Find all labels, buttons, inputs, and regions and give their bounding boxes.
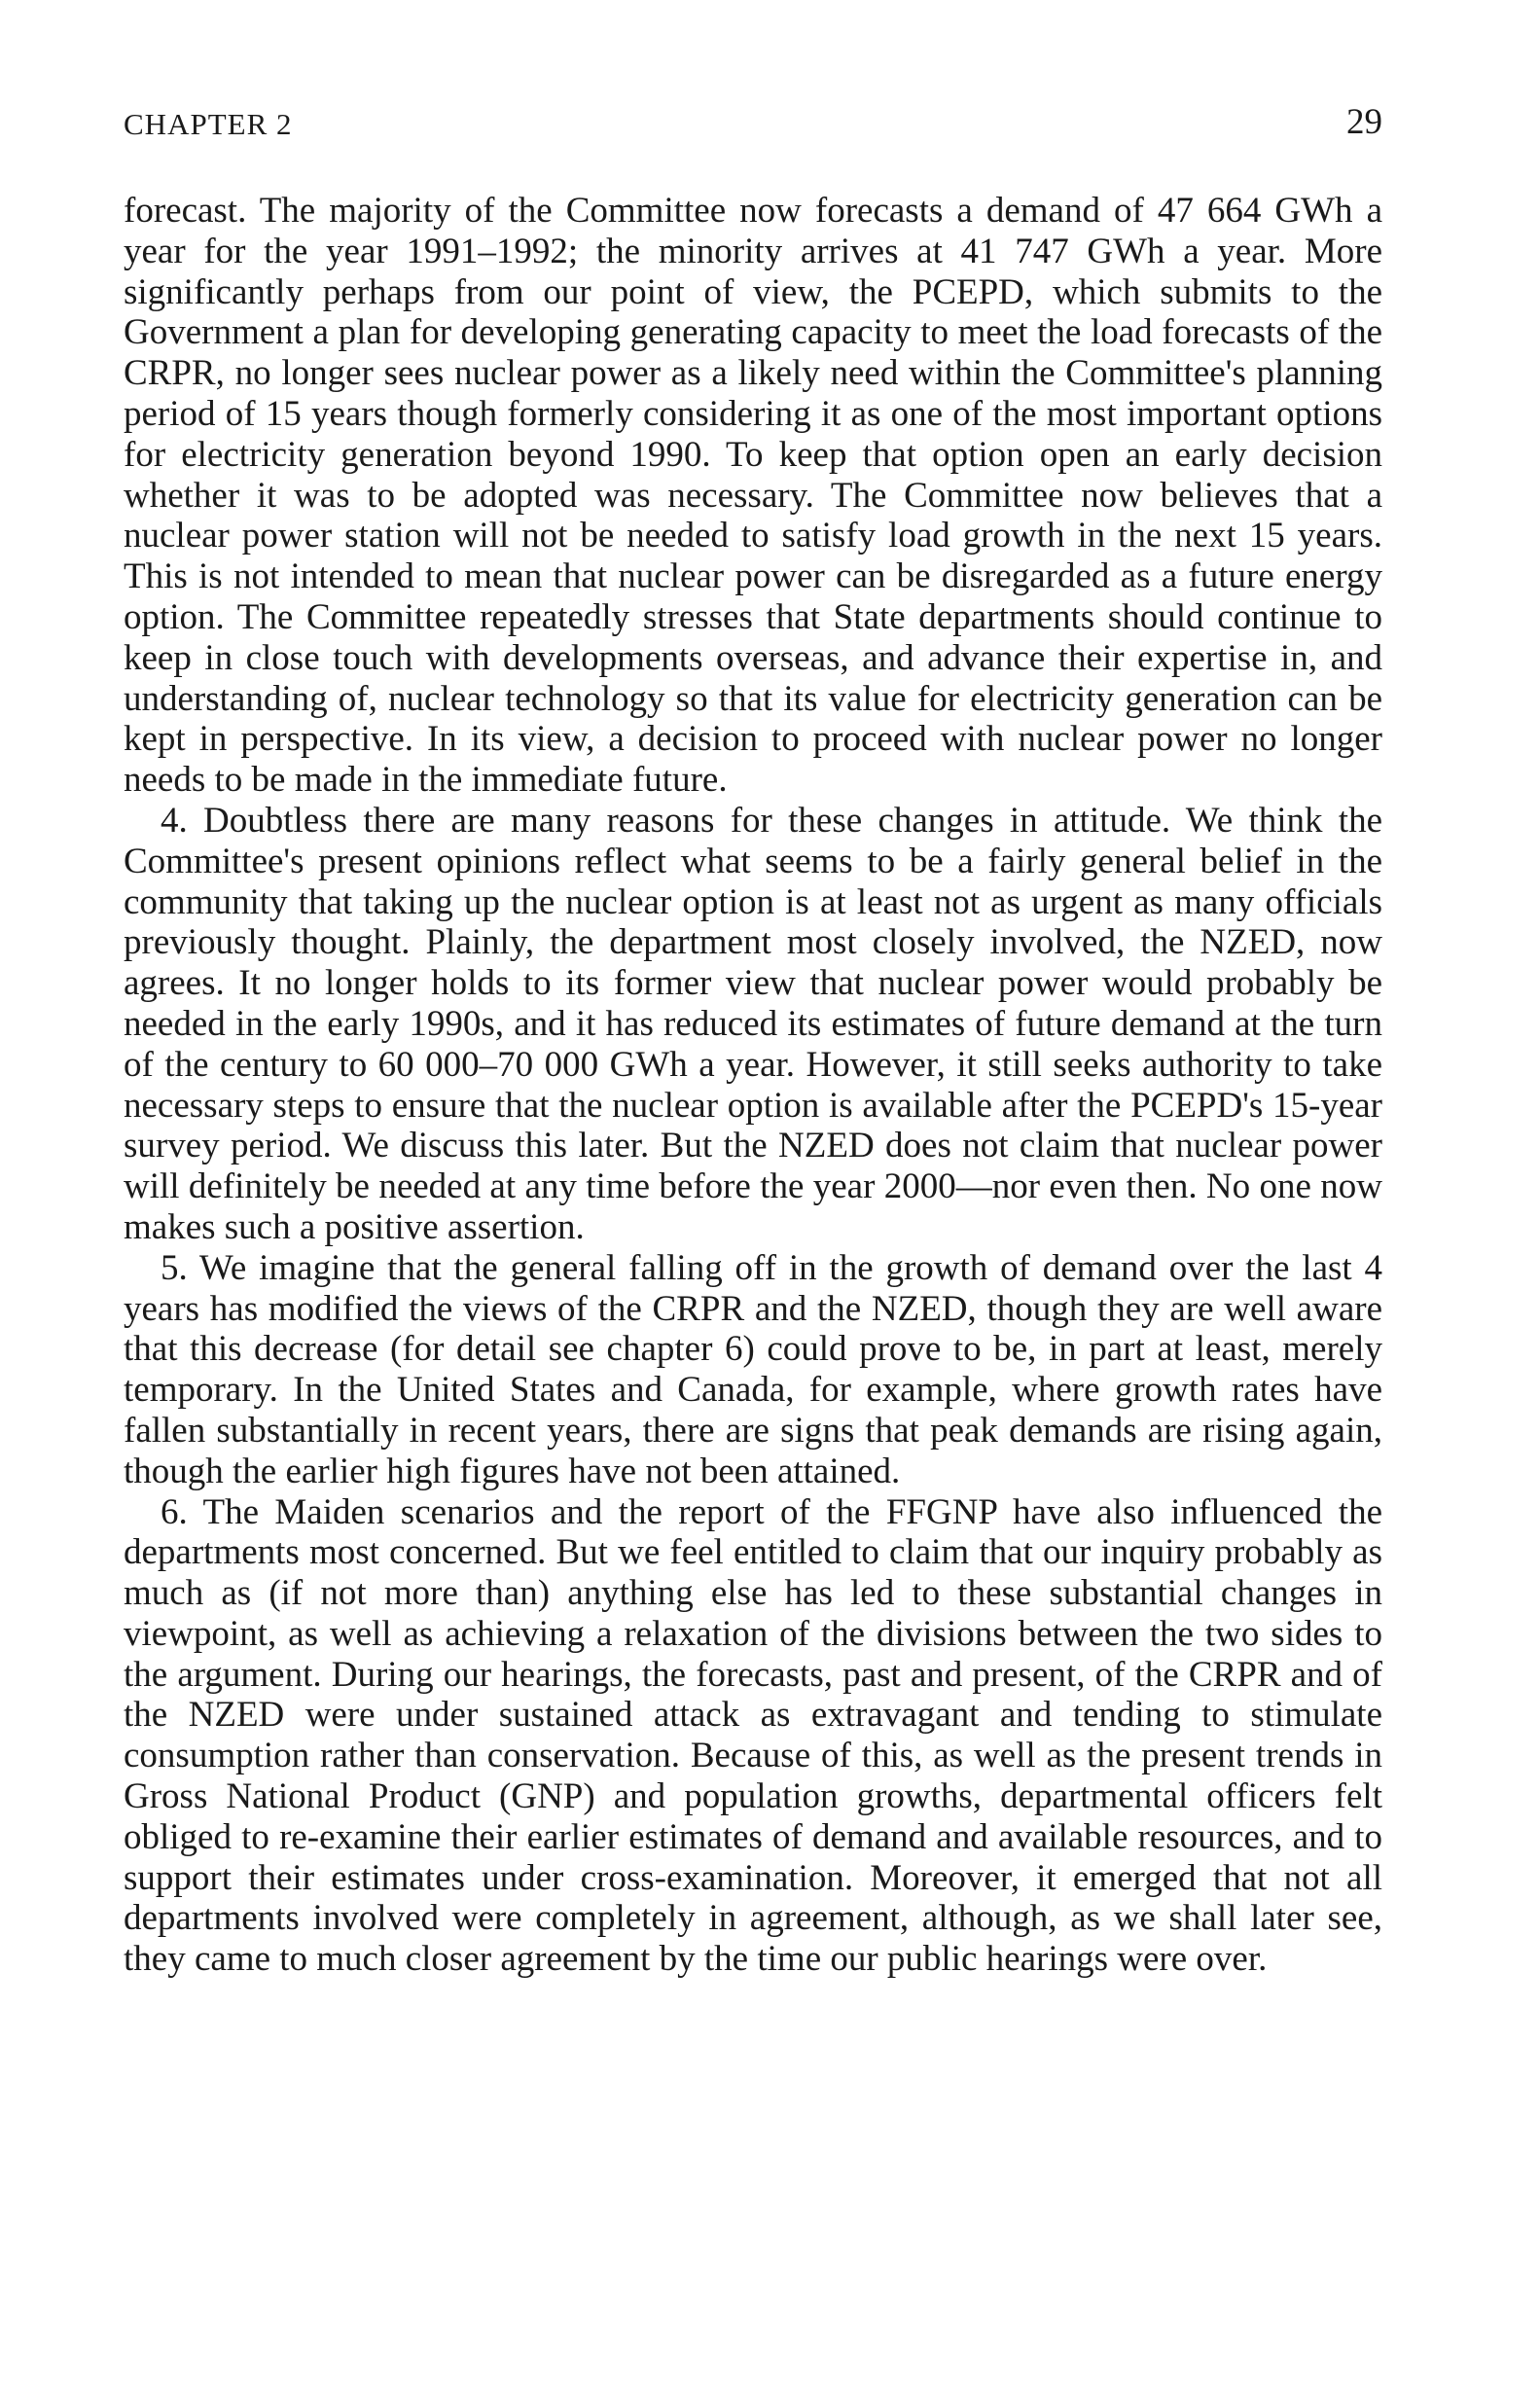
paragraph-5: 5. We imagine that the general falling off in the growth of demand over the last 4 years has modified the views of the CRPR and the NZED, though they are well aware that this decrease (for detail see chapter 6) could prove to be, in part at least, merely temporary. In the United States and Canada, for example, where growth rates have fallen substantially in recent years, there are signs that peak demands are rising again, though the earlier high figures have not been attained. xyxy=(124,1247,1382,1491)
chapter-label: CHAPTER 2 xyxy=(124,107,293,141)
paragraph-6: 6. The Maiden scenarios and the report of the FFGNP have also influenced the departments most concerned. But we feel entitled to claim that our inquiry probably as much as (if not more than) anything else has led to these substantial changes in viewpoint, as well as achieving a relaxation of the divisions between the two sides to the argument. During our hearings, the forecasts, past and present, of the CRPR and of the NZED were under sustained attack as extravagant and tending to stimulate consumption rather than conservation. Because of this, as well as the present trends in Gross National Product (GNP) and population growths, departmental officers felt obliged to re-examine their earlier estimates of demand and available resources, and to support their estimates under cross-examination. Moreover, it emerged that not all departments involved were completely in agreement, although, as we shall later see, they came to much closer agreement by the time our public hearings were over. xyxy=(124,1491,1382,1980)
body-text xyxy=(124,191,1382,1980)
running-header xyxy=(124,102,1382,154)
page-number: 29 xyxy=(1346,102,1382,142)
paragraph-4: 4. Doubtless there are many reasons for these changes in attitude. We think the Committee's present opinions reflect what seems to be a fairly general belief in the community that taking up the nuclear option is at least not as urgent as many officials previously thought. Plainly, the department most closely involved, the NZED, now agrees. It no longer holds to its former view that nuclear power would probably be needed in the early 1990s, and it has reduced its estimates of future demand at the turn of the century to 60 000–70 000 GWh a year. However, it still seeks authority to take necessary steps to ensure that the nuclear option is available after the PCEPD's 15-year survey period. We discuss this later. But the NZED does not claim that nuclear power will definitely be needed at any time before the year 2000—nor even then. No one now makes such a positive assertion. xyxy=(124,800,1382,1247)
paragraph-continued: forecast. The majority of the Committee now forecasts a demand of 47 664 GWh a year for the year 1991–1992; the minority arrives at 41 747 GWh a year. More significantly perhaps from our point of view, the PCEPD, which submits to the Government a plan for developing generating capacity to meet the load forecasts of the CRPR, no longer sees nuclear power as a likely need within the Committee's planning period of 15 years though formerly considering it as one of the most important options for electricity generation beyond 1990. To keep that option open an early decision whether it was to be adopted was necessary. The Committee now believes that a nuclear power station will not be needed to satisfy load growth in the next 15 years. This is not intended to mean that nuclear power can be disregarded as a future energy option. The Committee repeatedly stresses that State departments should continue to keep in close touch with developments overseas, and advance their expertise in, and understanding of, nuclear technology so that its value for electricity generation can be kept in perspective. In its view, a decision to proceed with nuclear power no longer needs to be made in the immediate future. xyxy=(124,191,1382,801)
